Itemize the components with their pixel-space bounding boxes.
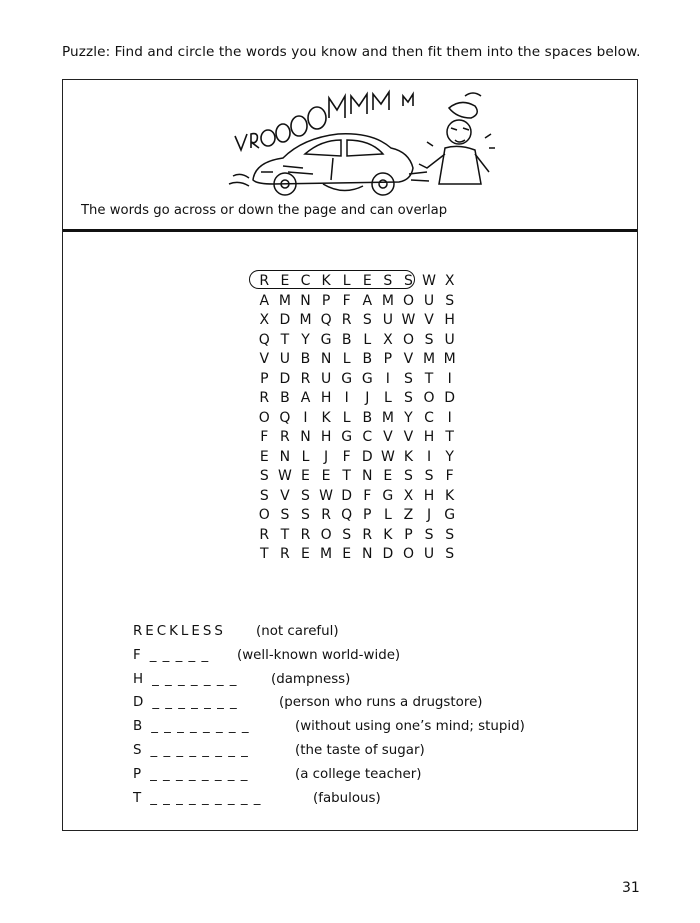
grid-letter[interactable]: M <box>299 312 312 328</box>
clue-row <box>133 719 525 735</box>
grid-letter[interactable]: R <box>300 526 311 543</box>
grid-letter[interactable]: E <box>342 546 352 562</box>
grid-letter[interactable]: G <box>341 429 353 445</box>
answer-blanks[interactable]: _ _ _ _ _ _ _ _ <box>150 743 249 758</box>
grid-letter[interactable]: U <box>279 351 291 367</box>
grid-letter[interactable]: T <box>445 429 454 445</box>
grid-letter[interactable]: R <box>280 429 290 445</box>
grid-letter[interactable]: S <box>280 507 290 523</box>
grid-letter[interactable]: O <box>402 331 414 348</box>
answer-blanks[interactable]: _ _ _ _ _ _ _ <box>152 695 238 711</box>
grid-letter[interactable]: I <box>447 409 452 426</box>
illustration-header <box>63 80 637 229</box>
grid-letter[interactable]: S <box>259 468 269 484</box>
grid-letter[interactable]: W <box>277 468 292 484</box>
grid-row <box>254 487 460 507</box>
grid-letter[interactable]: P <box>363 507 372 523</box>
grid-letter[interactable]: O <box>320 526 332 543</box>
clue-answer-start: RECKLESS <box>133 624 226 639</box>
grid-letter[interactable]: N <box>279 448 291 465</box>
grid-letter[interactable]: G <box>341 370 353 387</box>
grid-letter[interactable]: E <box>301 546 310 562</box>
grid-row <box>254 448 460 468</box>
grid-letter[interactable]: S <box>301 487 310 504</box>
grid-letter[interactable]: S <box>404 468 413 484</box>
grid-letter[interactable]: R <box>362 526 373 543</box>
grid-row <box>254 389 460 409</box>
answer-blanks[interactable]: _ _ _ _ _ _ _ _ <box>151 719 250 735</box>
grid-letter[interactable]: A <box>300 390 311 406</box>
grid-letter[interactable]: M <box>381 292 394 309</box>
grid-letter[interactable]: C <box>424 409 434 426</box>
grid-letter[interactable]: N <box>320 351 332 367</box>
grid-letter[interactable]: C <box>300 273 311 289</box>
grid-letter[interactable]: M <box>443 351 456 367</box>
grid-letter[interactable]: M <box>423 351 436 367</box>
clue-definition: (person who runs a drugstore) <box>279 695 483 711</box>
grid-letter[interactable]: S <box>301 507 310 523</box>
grid-letter[interactable]: V <box>403 429 414 445</box>
grid-letter[interactable]: K <box>445 487 455 504</box>
grid-letter[interactable]: M <box>320 546 333 562</box>
grid-letter[interactable]: R <box>280 546 290 562</box>
grid-row <box>254 506 460 526</box>
grid-letter[interactable]: H <box>444 312 455 328</box>
grid-letter[interactable]: K <box>383 526 393 543</box>
grid-letter[interactable]: D <box>361 448 373 465</box>
grid-letter[interactable]: J <box>426 507 432 523</box>
grid-letter[interactable]: W <box>380 448 395 465</box>
grid-row <box>254 331 460 351</box>
grid-letter[interactable]: A <box>259 292 270 309</box>
clue-definition: (a college teacher) <box>295 766 422 782</box>
clue-row <box>133 671 351 687</box>
grid-letter[interactable]: I <box>426 448 432 465</box>
grid-letter[interactable]: O <box>423 390 435 406</box>
grid-letter[interactable]: S <box>404 370 413 387</box>
grid-letter[interactable]: U <box>423 546 435 562</box>
grid-letter[interactable]: L <box>301 448 310 465</box>
grid-letter[interactable]: U <box>444 331 455 348</box>
grid-letter[interactable]: A <box>362 292 373 309</box>
grid-letter[interactable]: O <box>402 546 414 562</box>
grid-letter[interactable]: Z <box>403 507 414 523</box>
subtitle-text: The words go across or down the page and can overlap <box>81 203 448 218</box>
grid-row <box>254 311 460 331</box>
clue-row <box>133 790 381 806</box>
sound-lettering <box>235 92 413 150</box>
grid-letter[interactable]: V <box>383 429 393 445</box>
grid-letter[interactable]: S <box>424 468 434 484</box>
grid-letter[interactable]: C <box>362 429 373 445</box>
grid-letter[interactable]: I <box>385 370 390 387</box>
grid-letter[interactable]: N <box>362 468 373 484</box>
grid-letter[interactable]: M <box>381 409 394 426</box>
grid-letter[interactable]: E <box>259 448 269 465</box>
grid-letter[interactable]: F <box>363 487 372 504</box>
grid-letter[interactable]: J <box>365 390 370 406</box>
grid-letter[interactable]: B <box>280 390 290 406</box>
grid-letter[interactable]: Y <box>445 448 454 465</box>
grid-letter[interactable]: R <box>259 390 270 406</box>
grid-letter[interactable]: B <box>300 351 311 367</box>
grid-letter[interactable]: L <box>342 351 351 367</box>
grid-letter[interactable]: S <box>424 526 434 543</box>
grid-letter[interactable]: S <box>383 273 393 289</box>
clue-definition: (fabulous) <box>313 790 381 806</box>
grid-letter[interactable]: D <box>279 370 291 387</box>
grid-letter[interactable]: P <box>321 292 331 309</box>
grid-letter[interactable]: M <box>278 292 291 309</box>
grid-letter[interactable]: U <box>423 292 435 309</box>
word-search-grid <box>254 272 460 565</box>
grid-letter[interactable]: R <box>341 312 352 328</box>
grid-letter[interactable]: T <box>260 546 269 562</box>
clue-row <box>133 695 483 711</box>
grid-letter[interactable]: G <box>444 507 456 523</box>
grid-letter[interactable]: S <box>342 526 352 543</box>
grid-letter[interactable]: P <box>383 351 393 367</box>
grid-letter[interactable]: Y <box>404 409 413 426</box>
grid-letter[interactable]: S <box>445 546 455 562</box>
grid-letter[interactable]: F <box>342 448 351 465</box>
clue-definition: (the taste of sugar) <box>295 743 425 758</box>
grid-letter[interactable]: D <box>341 487 353 504</box>
grid-letter[interactable]: P <box>404 526 413 543</box>
grid-letter[interactable]: H <box>423 487 435 504</box>
grid-letter[interactable]: T <box>280 526 290 543</box>
page-number: 31 <box>622 880 640 896</box>
grid-letter[interactable]: V <box>280 487 290 504</box>
clue-definition: (well-known world-wide) <box>237 647 401 663</box>
grid-letter[interactable]: E <box>280 273 290 289</box>
clue-answer-start: D <box>133 695 147 711</box>
grid-letter[interactable]: W <box>401 312 416 328</box>
grid-letter[interactable]: X <box>444 273 455 289</box>
grid-letter[interactable]: S <box>259 487 269 504</box>
grid-letter[interactable]: S <box>404 390 413 406</box>
grid-letter[interactable]: T <box>342 468 351 484</box>
clue-definition: (without using one’s mind; stupid) <box>295 719 525 735</box>
grid-letter[interactable]: H <box>423 429 435 445</box>
grid-letter[interactable]: Q <box>320 312 332 328</box>
clue-row <box>133 647 401 663</box>
grid-letter[interactable]: F <box>445 468 454 484</box>
answer-blanks[interactable]: _ _ _ _ _ _ _ <box>152 671 238 687</box>
grid-letter[interactable]: W <box>422 273 436 289</box>
grid-letter[interactable]: W <box>319 487 333 504</box>
grid-row <box>254 272 460 292</box>
grid-letter[interactable]: K <box>403 448 414 465</box>
car-sound-illustration <box>213 88 513 198</box>
grid-letter[interactable]: X <box>383 331 393 348</box>
clue-answer-start: S <box>133 743 145 758</box>
grid-letter[interactable]: E <box>301 468 310 484</box>
grid-letter[interactable]: N <box>300 292 311 309</box>
grid-letter[interactable]: U <box>320 370 332 387</box>
clue-answer-start: H <box>133 671 147 687</box>
grid-letter[interactable]: K <box>321 273 331 289</box>
grid-letter[interactable]: F <box>260 429 269 445</box>
grid-letter[interactable]: H <box>320 429 332 445</box>
grid-letter[interactable]: B <box>362 351 373 367</box>
puzzle-frame <box>62 79 638 831</box>
grid-letter[interactable]: S <box>445 526 455 543</box>
grid-letter[interactable]: G <box>361 370 373 387</box>
grid-letter[interactable]: U <box>382 312 393 328</box>
grid-letter[interactable]: Q <box>279 409 291 426</box>
grid-letter[interactable]: O <box>258 507 270 523</box>
grid-row <box>254 409 460 429</box>
grid-letter[interactable]: S <box>362 312 372 328</box>
person-icon <box>419 93 495 184</box>
grid-letter[interactable]: S <box>404 273 413 289</box>
grid-letter[interactable]: N <box>362 546 373 562</box>
grid-row <box>254 292 460 312</box>
grid-letter[interactable]: Y <box>301 331 310 348</box>
clue-answer-start: F <box>133 647 144 663</box>
grid-letter[interactable]: E <box>383 468 393 484</box>
clue-answer-start: B <box>133 719 146 735</box>
grid-letter[interactable]: G <box>382 487 394 504</box>
car-icon <box>229 134 429 195</box>
clue-definition: (dampness) <box>271 671 351 687</box>
grid-letter[interactable]: B <box>341 331 352 348</box>
grid-letter[interactable]: Q <box>258 331 270 348</box>
answer-blanks[interactable]: _ _ _ _ _ _ _ _ <box>150 766 249 782</box>
grid-letter[interactable]: B <box>362 409 373 426</box>
grid-letter[interactable]: L <box>342 409 351 426</box>
grid-letter[interactable]: D <box>444 390 456 406</box>
grid-letter[interactable]: O <box>402 292 414 309</box>
clue-row <box>133 624 339 639</box>
instruction-text: Puzzle: Find and circle the words you know and then fit them into the spaces below. <box>62 44 641 60</box>
grid-letter[interactable]: L <box>342 273 351 289</box>
grid-letter[interactable]: V <box>403 351 414 367</box>
grid-letter[interactable]: T <box>280 331 290 348</box>
grid-row <box>254 545 460 565</box>
grid-letter[interactable]: R <box>321 507 331 523</box>
grid-letter[interactable]: N <box>300 429 311 445</box>
grid-letter[interactable]: R <box>259 526 270 543</box>
answer-blanks[interactable]: _ _ _ _ _ <box>149 647 210 663</box>
grid-row <box>254 526 460 546</box>
grid-letter[interactable]: G <box>320 331 332 348</box>
grid-letter[interactable]: R <box>259 273 270 289</box>
clue-answer-start: T <box>133 790 145 806</box>
grid-letter[interactable]: I <box>447 370 452 387</box>
grid-letter[interactable]: S <box>424 331 434 348</box>
grid-letter[interactable]: D <box>279 312 291 328</box>
grid-letter[interactable]: D <box>382 546 394 562</box>
grid-row <box>254 467 460 487</box>
grid-letter[interactable]: E <box>362 273 372 289</box>
grid-letter[interactable]: S <box>445 292 455 309</box>
grid-letter[interactable]: I <box>344 390 349 406</box>
grid-letter[interactable]: F <box>342 292 351 309</box>
grid-letter[interactable]: I <box>303 409 308 426</box>
grid-letter[interactable]: X <box>259 312 270 328</box>
grid-letter[interactable]: E <box>321 468 331 484</box>
grid-letter[interactable]: J <box>324 448 329 465</box>
clue-row <box>133 766 422 782</box>
grid-letter[interactable]: V <box>259 351 270 367</box>
grid-letter[interactable]: V <box>424 312 434 328</box>
clue-answer-start: P <box>133 766 145 782</box>
grid-letter[interactable]: Q <box>341 507 353 523</box>
header-divider <box>63 229 637 232</box>
grid-letter[interactable]: P <box>260 370 269 387</box>
grid-row <box>254 350 460 370</box>
clue-row <box>133 743 425 758</box>
clue-definition: (not careful) <box>256 624 339 639</box>
answer-blanks[interactable]: _ _ _ _ _ _ _ _ _ <box>150 790 262 806</box>
grid-letter[interactable]: R <box>300 370 311 387</box>
grid-letter[interactable]: H <box>320 390 332 406</box>
grid-letter[interactable]: K <box>321 409 331 426</box>
grid-letter[interactable]: X <box>403 487 414 504</box>
grid-letter[interactable]: O <box>258 409 270 426</box>
grid-row <box>254 428 460 448</box>
grid-letter[interactable]: L <box>383 390 392 406</box>
grid-letter[interactable]: L <box>363 331 372 348</box>
grid-letter[interactable]: L <box>383 507 392 523</box>
grid-letter[interactable]: T <box>424 370 434 387</box>
grid-row <box>254 370 460 390</box>
